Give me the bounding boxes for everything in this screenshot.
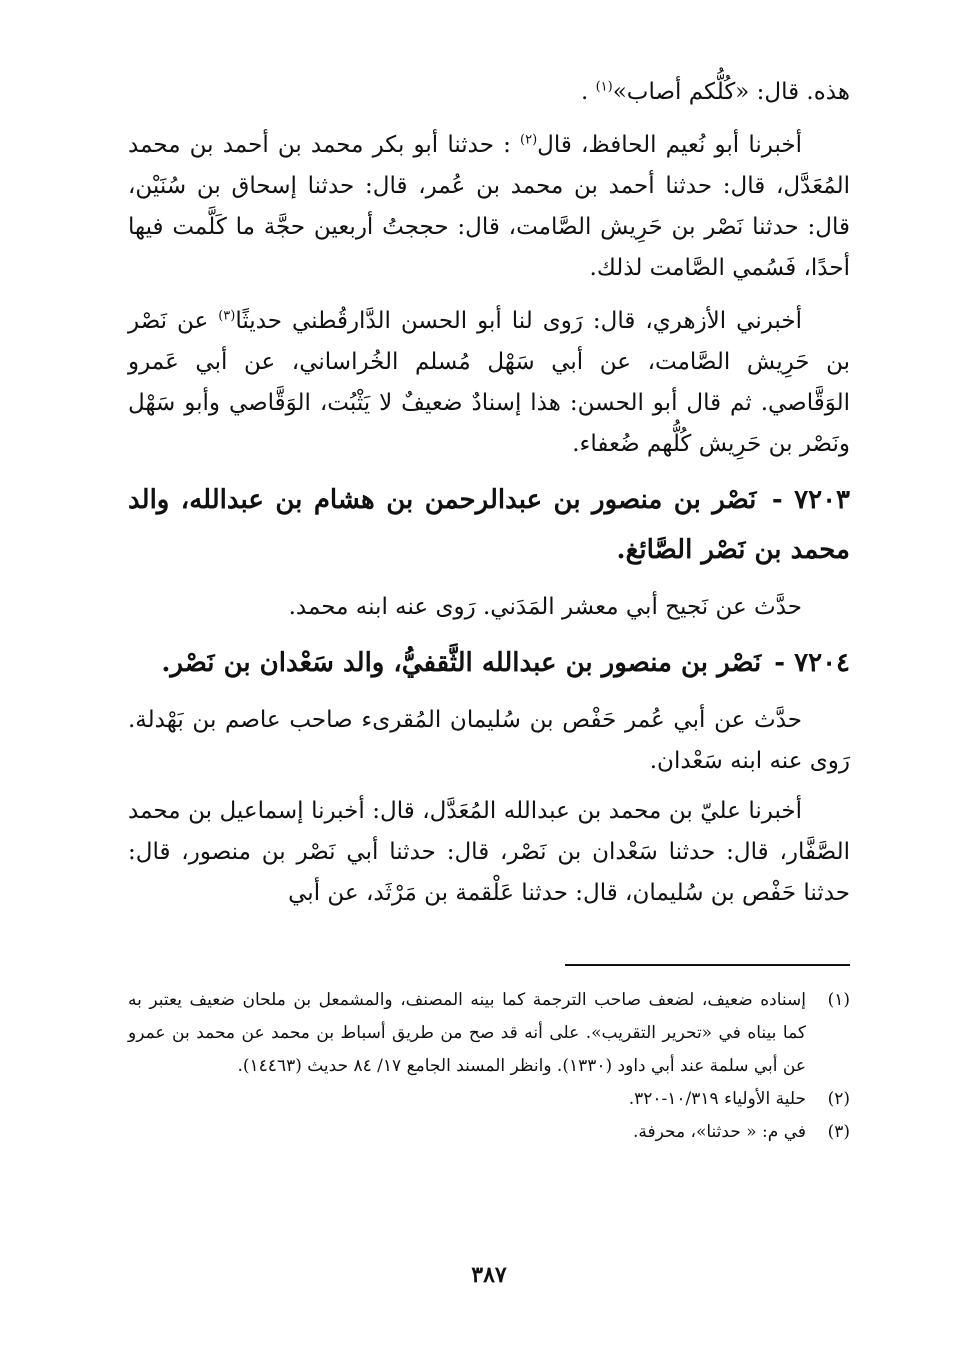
footnote-ref-1[interactable]: (١) [595, 79, 613, 95]
footnote-3 [128, 1116, 850, 1149]
paragraph-3-text-a: أخبرني الأزهري، قال: رَوى لنا أبو الحسن الدَّارقُطني حديثًا [235, 308, 802, 334]
paragraph-5: حدَّث عن أبي عُمر حَفْص بن سُليمان المُقرىء صاحب عاصم بن بَهْدلة. رَوى عنه ابنه سَعْدان. [128, 707, 850, 774]
paragraph-1-text: هذه. قال: «كُلُّكم أصاب» [612, 79, 850, 105]
page-number: ٣٨٧ [471, 1262, 507, 1288]
footnote-2-text: حلية الأولياء ١٠/٣١٩-٣٢٠. [628, 1089, 806, 1109]
footnote-separator [565, 964, 850, 966]
footnotes [128, 984, 850, 1149]
entry-heading-7204 [128, 638, 850, 688]
paragraph-1 [128, 72, 850, 113]
paragraph-2-text-b: : حدثنا أبو بكر محمد بن أحمد بن محمد المُعَدَّل، قال: حدثنا أحمد بن محمد بن عُمر، قال: حدثنا إسحاق بن سُنَيْن، قال: حدثنا نَصْر بن حَرِيش الصَّامت، قال: حججتُ أربعين حجَّة ما كَلَّمت فيها أحدًا، فَسُمي الصَّامت لذلك. [128, 132, 850, 281]
footnote-2 [128, 1083, 850, 1116]
paragraph-2-text-a: أخبرنا أبو نُعيم الحافظ، قال [537, 132, 802, 158]
paragraph-6: أخبرنا عليّ بن محمد بن عبدالله المُعَدَّل، قال: أخبرنا إسماعيل بن محمد الصَّفَّار، قال: حدثنا سَعْدان بن نَصْر، قال: حدثنا أبي نَصْر بن منصور، قال: حدثنا حَفْص بن سُليمان، قال: حدثنا عَلْقمة بن مَرْثَد، عن أبي [128, 798, 850, 906]
footnote-3-text: في م: « حدثنا»، محرفة. [632, 1122, 806, 1142]
footnote-1-text: إسناده ضعيف، لضعف صاحب الترجمة كما بينه المصنف، والمشمعل بن ملحان ضعيف يعتبر به كما بيناه في «تحرير التقريب». على أنه قد صح من طريق أسباط بن محمد عن محمد بن عمرو عن أبي سلمة عند أبي داود (١٣٣٠). وانظر المسند الجامع ١٧/ ٨٤ حديث (١٤٤٦٣). [128, 990, 806, 1076]
footnote-ref-2[interactable]: (٢) [520, 132, 538, 148]
paragraph-3-text-b: عن نَصْر بن حَرِيش الصَّامت، عن أبي سَهْل مُسلم الخُراساني، عن أبي عَمرو الوَقَّاصي. ثم قال أبو الحسن: هذا إسنادٌ ضعيفٌ لا يَثْبُت، الوَقَّاصي وأبو سَهْل ونَصْر بن حَرِيش كُلُّهم ضُعفاء. [128, 308, 850, 457]
footnote-1-number: (١) [827, 990, 850, 1010]
paragraph-2 [128, 125, 850, 289]
paragraph-3 [128, 301, 850, 465]
entry-title-7204: نَصْر بن منصور بن عبدالله الثَّقفيُّ، والد سَعْدان بن نَصْر. [161, 648, 762, 678]
footnote-ref-3[interactable]: (٣) [218, 308, 236, 324]
footnote-3-number: (٣) [827, 1122, 850, 1142]
entry-title-7203: نَصْر بن منصور بن عبدالرحمن بن هشام بن عبدالله، والد محمد بن نَصْر الصَّائغ. [128, 485, 850, 565]
entry-number-7203: ٧٢٠٣ - [771, 485, 850, 515]
entry-number-7204: ٧٢٠٤ - [774, 648, 850, 678]
footnote-1 [128, 984, 850, 1083]
paragraph-1-end: . [580, 79, 596, 105]
book-page [128, 72, 850, 1312]
paragraph-4: حدَّث عن نَجيح أبي معشر المَدَني. رَوى عنه ابنه محمد. [288, 594, 802, 620]
entry-heading-7203 [128, 475, 850, 575]
footnote-2-number: (٢) [827, 1089, 850, 1109]
